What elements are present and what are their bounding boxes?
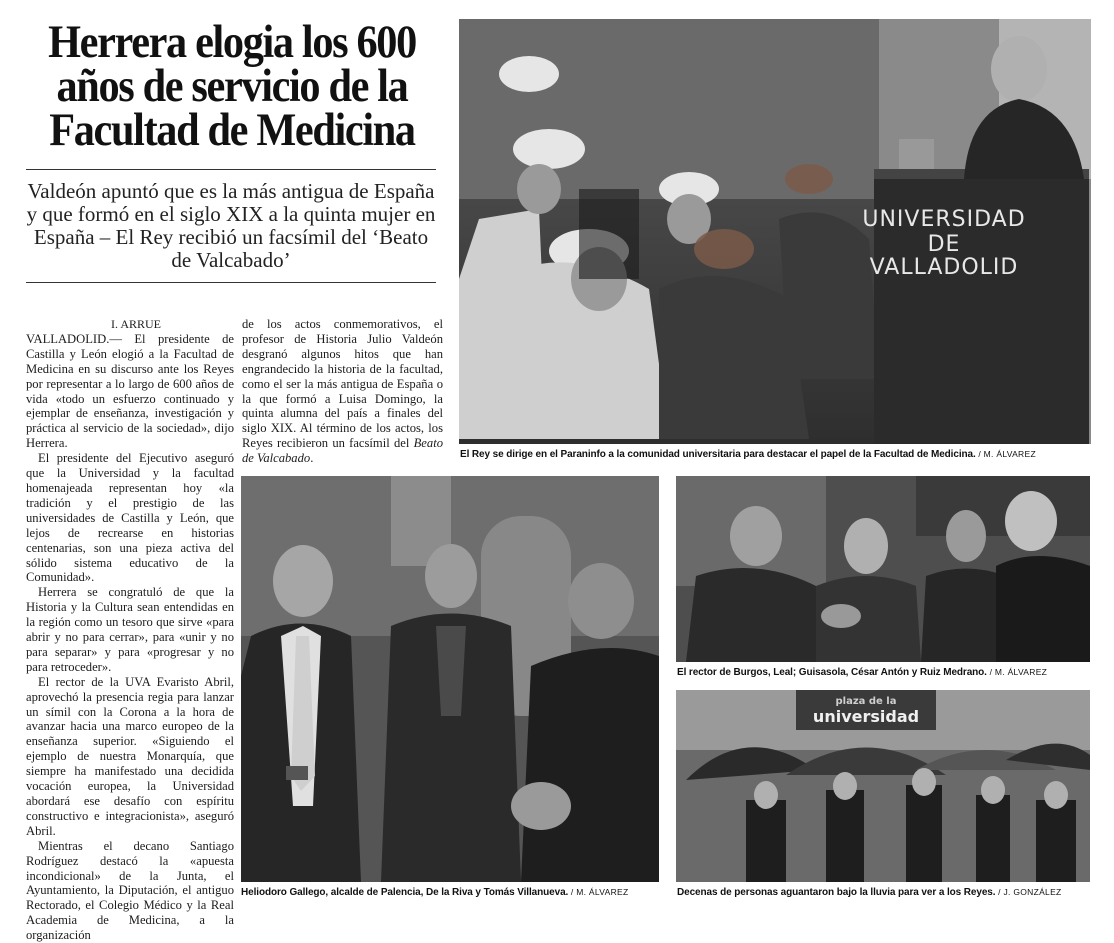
photo-king-speech xyxy=(459,19,1091,444)
photo-credit-bottom-right-bottom: / J. GONZÁLEZ xyxy=(998,887,1062,897)
caption-bottom-left-text: Heliodoro Gallego, alcalde de Palencia, De la Riva y Tomás Villanueva. xyxy=(241,887,569,898)
paragraph-1-text: El presidente de Castilla y León elogió a la Facultad de Medicina en su discurso ante los Reyes por representar a lo largo de 600 años de vida «todo un esfuerzo continuado y ejemplar de enseñanza, investigación y práctica al servicio de la sociedad», dijo Herrera. xyxy=(26,331,234,451)
paragraph-6-end: . xyxy=(310,451,314,466)
paragraph-1 xyxy=(26,332,234,451)
podium-line-1: UNIVERSIDAD xyxy=(862,207,1026,232)
dateline: VALLADOLID.— xyxy=(26,331,122,346)
podium-line-3: VALLADOLID xyxy=(869,255,1019,280)
caption-main-text: El Rey se dirige en el Paraninfo a la comunidad universitaria para destacar el papel de la Facultad de Medicina. xyxy=(460,449,976,460)
photo-rain-crowd xyxy=(676,690,1090,882)
subheadline: Valdeón apuntó que es la más antigua de España y que formó en el siglo XIX a la quinta mujer en España – El Rey recibió un facsímil del ‘Beato de Valcabado’ xyxy=(26,179,436,272)
article-column-2 xyxy=(242,317,443,467)
book-title: Beato de Valcabado xyxy=(242,436,443,466)
paragraph-6 xyxy=(242,317,443,466)
byline: I. ARRUE xyxy=(110,317,161,331)
photo-rector-burgos xyxy=(676,476,1090,662)
sign-line-2: universidad xyxy=(812,707,920,726)
sign-line-1: plaza de la xyxy=(835,696,897,707)
paragraph-2: El presidente del Ejecutivo aseguró que la Universidad y la facultad homenajeada representan hoy «la tradición y el prestigio de las universidades de Castilla y León, que lejos de recrearse en historias centenarias, son una pieza activa del sólido sistema educativo de la Comunidad». xyxy=(26,451,234,585)
photo-credit-main: / M. ÁLVAREZ xyxy=(978,449,1036,459)
caption-bottom-left xyxy=(241,887,629,898)
photo-credit-bottom-right-top: / M. ÁLVAREZ xyxy=(989,667,1048,677)
caption-bottom-right-bottom xyxy=(677,887,1062,898)
headline: Herrera elogia los 600 años de servicio de la Facultad de Medicina xyxy=(48,16,416,156)
paragraph-4: El rector de la UVA Evaristo Abril, aprovechó la presencia regia para lanzar un símil con la Corona a la hora de avanzar hacia una marco europeo de la enseñanza superior. «Siguiendo el ejemplo de nuestra Monarquía, que siempre ha manifestado una decidida vocación europea, la Universidad abordará ese desafío con espíritu constructivo e integracionista», aseguró Abril. xyxy=(26,674,234,838)
article-column-1 xyxy=(26,317,234,943)
headline-divider xyxy=(26,169,436,170)
caption-main-photo xyxy=(460,449,1036,460)
caption-bottom-right-top xyxy=(677,667,1047,678)
subheadline-divider xyxy=(26,282,436,283)
caption-bottom-right-top-text: El rector de Burgos, Leal; Guisasola, César Antón y Ruiz Medrano. xyxy=(677,667,987,678)
paragraph-5: Mientras el decano Santiago Rodríguez destacó la «apuesta incondicional» de la Junta, el Ayuntamiento, la Diputación, el antiguo Rectorado, el Colegio Médico y la Real Academia de Medicina, a la organización xyxy=(26,838,234,943)
photo-three-politicians xyxy=(241,476,659,882)
paragraph-3: Herrera se congratuló de que la Historia y la Cultura sean entendidas en la región como un tesoro que sirve «para abrir y no para cerrar», para «unir y no para separar» y para «progresar y no para retroceder». xyxy=(26,585,234,674)
photo-credit-bottom-left: / M. ÁLVAREZ xyxy=(570,887,629,897)
podium-line-2: DE xyxy=(927,232,961,257)
paragraph-6-text: de los actos conmemorativos, el profesor de Historia Julio Valdeón desgranó algunos hitos que han engrandecido la historia de la facultad, como el ser la más antigua de España o la que formó a Luisa Domingo, la quinta alumna del país a finales del siglo XIX. Al término de los actos, los Reyes recibieron un facsímil del xyxy=(242,317,443,451)
caption-bottom-right-bottom-text: Decenas de personas aguantaron bajo la lluvia para ver a los Reyes. xyxy=(677,887,996,898)
